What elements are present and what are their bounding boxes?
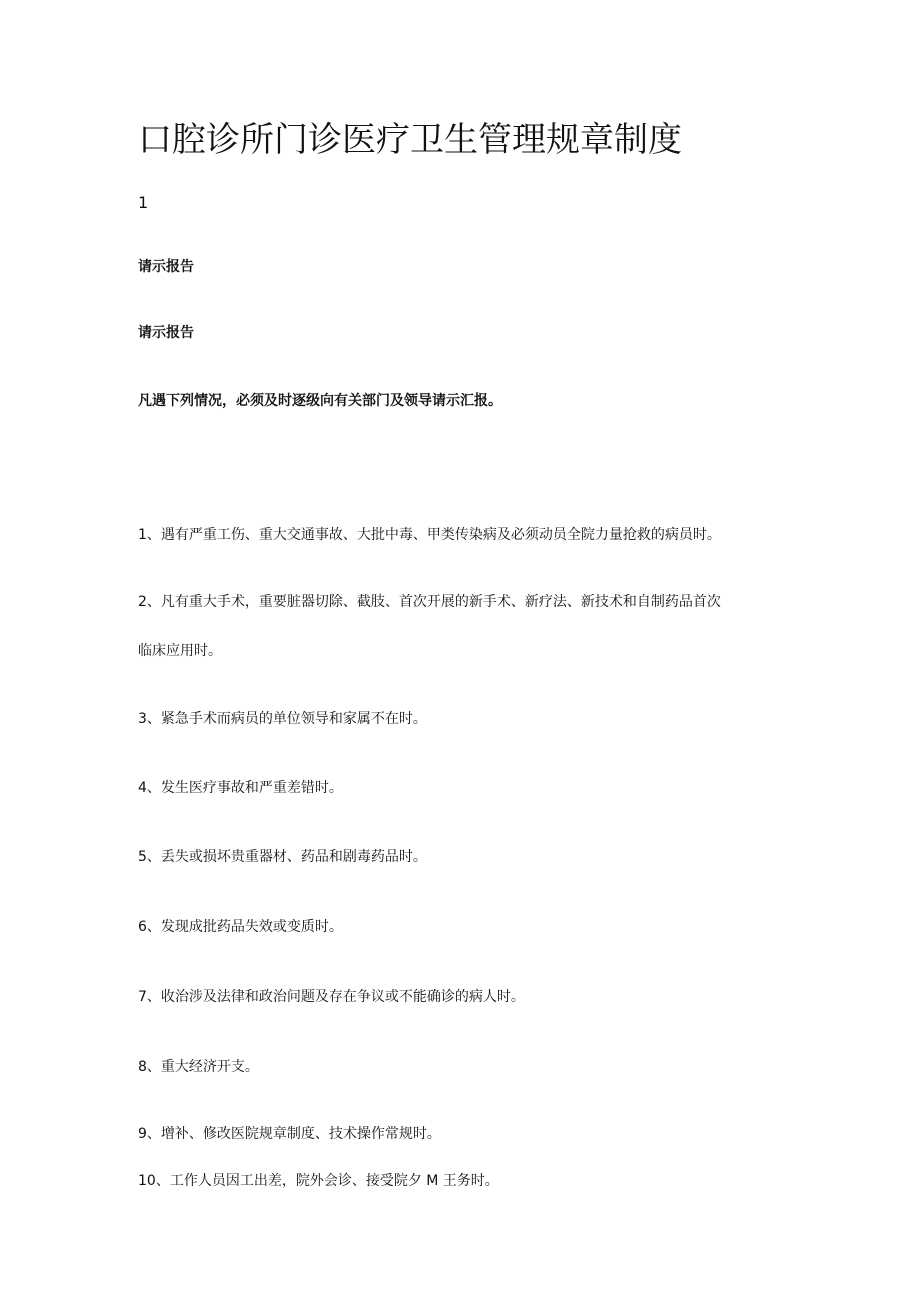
intro-paragraph: 凡遇下列情况，必须及时逐级向有关部门及领导请示汇报。 xyxy=(138,393,502,409)
document-title: 口腔诊所门诊医疗卫生管理规章制度 xyxy=(138,120,682,160)
list-item-8: 8、重大经济开支。 xyxy=(138,1059,259,1075)
list-item-9: 9、增补、修改医院规章制度、技术操作常规时。 xyxy=(138,1126,441,1142)
list-item-2-continuation: 临床应用时。 xyxy=(138,643,222,659)
list-item-4: 4、发生医疗事故和严重差错时。 xyxy=(138,780,343,796)
list-item-1: 1、遇有严重工伤、重大交通事故、大批中毒、甲类传染病及必须动员全院力量抢救的病员时。 xyxy=(138,527,721,543)
list-item-2: 2、凡有重大手术，重要脏器切除、截肢、首次开展的新手术、新疗法、新技术和自制药品首次 xyxy=(138,594,721,610)
list-item-10: 10、工作人员因工出差，院外会诊、接受院夕 M 王务时。 xyxy=(138,1173,499,1189)
list-item-3: 3、紧急手术而病员的单位领导和家属不在时。 xyxy=(138,711,427,727)
section-heading-1: 请示报告 xyxy=(138,259,194,275)
list-item-5: 5、丢失或损坏贵重器材、药品和剧毒药品时。 xyxy=(138,849,427,865)
list-item-6: 6、发现成批药品失效或变质时。 xyxy=(138,919,343,935)
section-heading-2: 请示报告 xyxy=(138,325,194,341)
list-item-7: 7、收治涉及法律和政治问题及存在争议或不能确诊的病人时。 xyxy=(138,989,525,1005)
page-number: 1 xyxy=(138,193,149,212)
